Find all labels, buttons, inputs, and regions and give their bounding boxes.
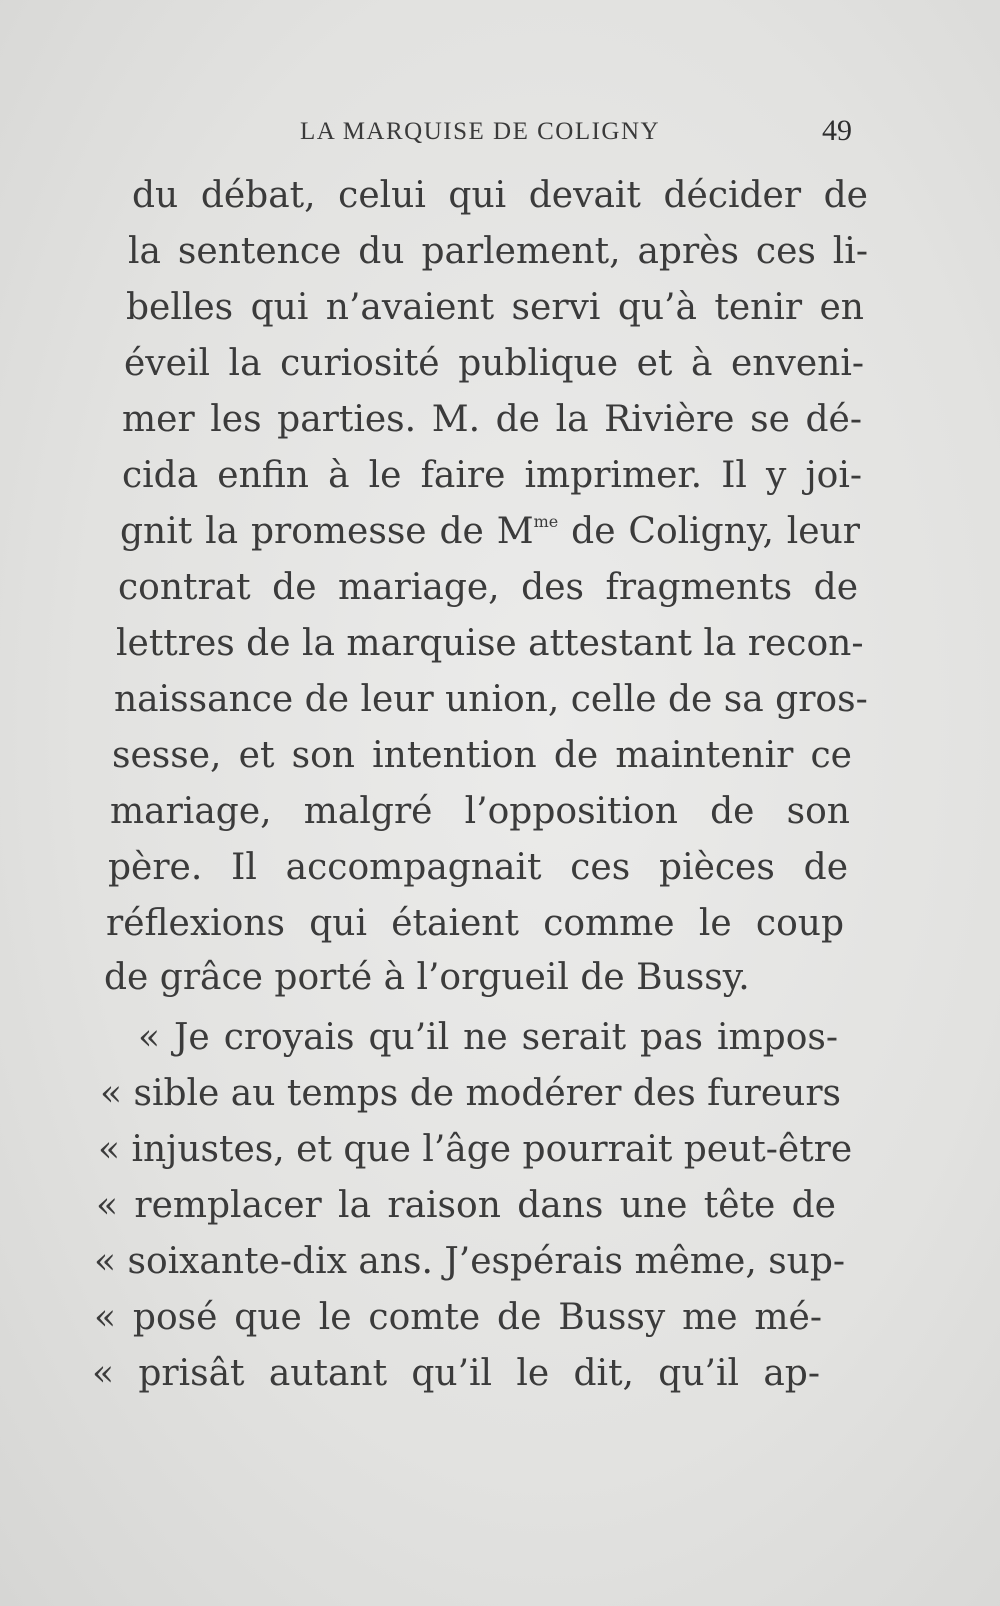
text-line: « posé que le comte de Bussy me mé- <box>94 1297 822 1338</box>
text-line: sesse, et son intention de maintenir ce <box>112 735 852 776</box>
running-head: LA MARQUISE DE COLIGNY <box>300 118 661 145</box>
text-line: de grâce porté à l’orgueil de Bussy. <box>104 957 750 998</box>
text-segment: gnit la promesse de M <box>120 511 534 552</box>
text-line: naissance de leur union, celle de sa gros- <box>114 679 868 720</box>
text-line: lettres de la marquise attestant la recon- <box>116 623 864 664</box>
text-line: père. Il accompagnait ces pièces de <box>108 847 848 888</box>
text-line: la sentence du parlement, après ces li- <box>128 231 868 272</box>
text-line: réflexions qui étaient comme le coup <box>106 903 844 944</box>
text-line: mer les parties. M. de la Rivière se dé- <box>122 399 862 440</box>
page-number: 49 <box>822 114 852 147</box>
text-line: « soixante-dix ans. J’espérais même, sup- <box>94 1241 846 1282</box>
text-line: « sible au temps de modérer des fureurs <box>100 1073 842 1114</box>
text-line: éveil la curiosité publique et à enveni- <box>124 343 864 384</box>
text-line <box>120 512 860 552</box>
text-line: belles qui n’avaient servi qu’à tenir en <box>126 287 864 328</box>
text-segment: de Coligny, leur <box>558 511 861 552</box>
text-line: « prisât autant qu’il le dit, qu’il ap- <box>92 1353 820 1394</box>
text-line: du débat, celui qui devait décider de <box>132 175 868 216</box>
text-line: « injustes, et que l’âge pourrait peut-être <box>98 1129 853 1170</box>
superscript-abbreviation: me <box>533 512 559 531</box>
text-line: cida enfin à le faire imprimer. Il y joi- <box>122 455 862 496</box>
text-line: « Je croyais qu’il ne serait pas impos- <box>138 1017 838 1058</box>
text-line: mariage, malgré l’opposition de son <box>110 791 850 832</box>
text-line: contrat de mariage, des fragments de <box>118 567 858 608</box>
text-line: « remplacer la raison dans une tête de <box>96 1185 836 1226</box>
